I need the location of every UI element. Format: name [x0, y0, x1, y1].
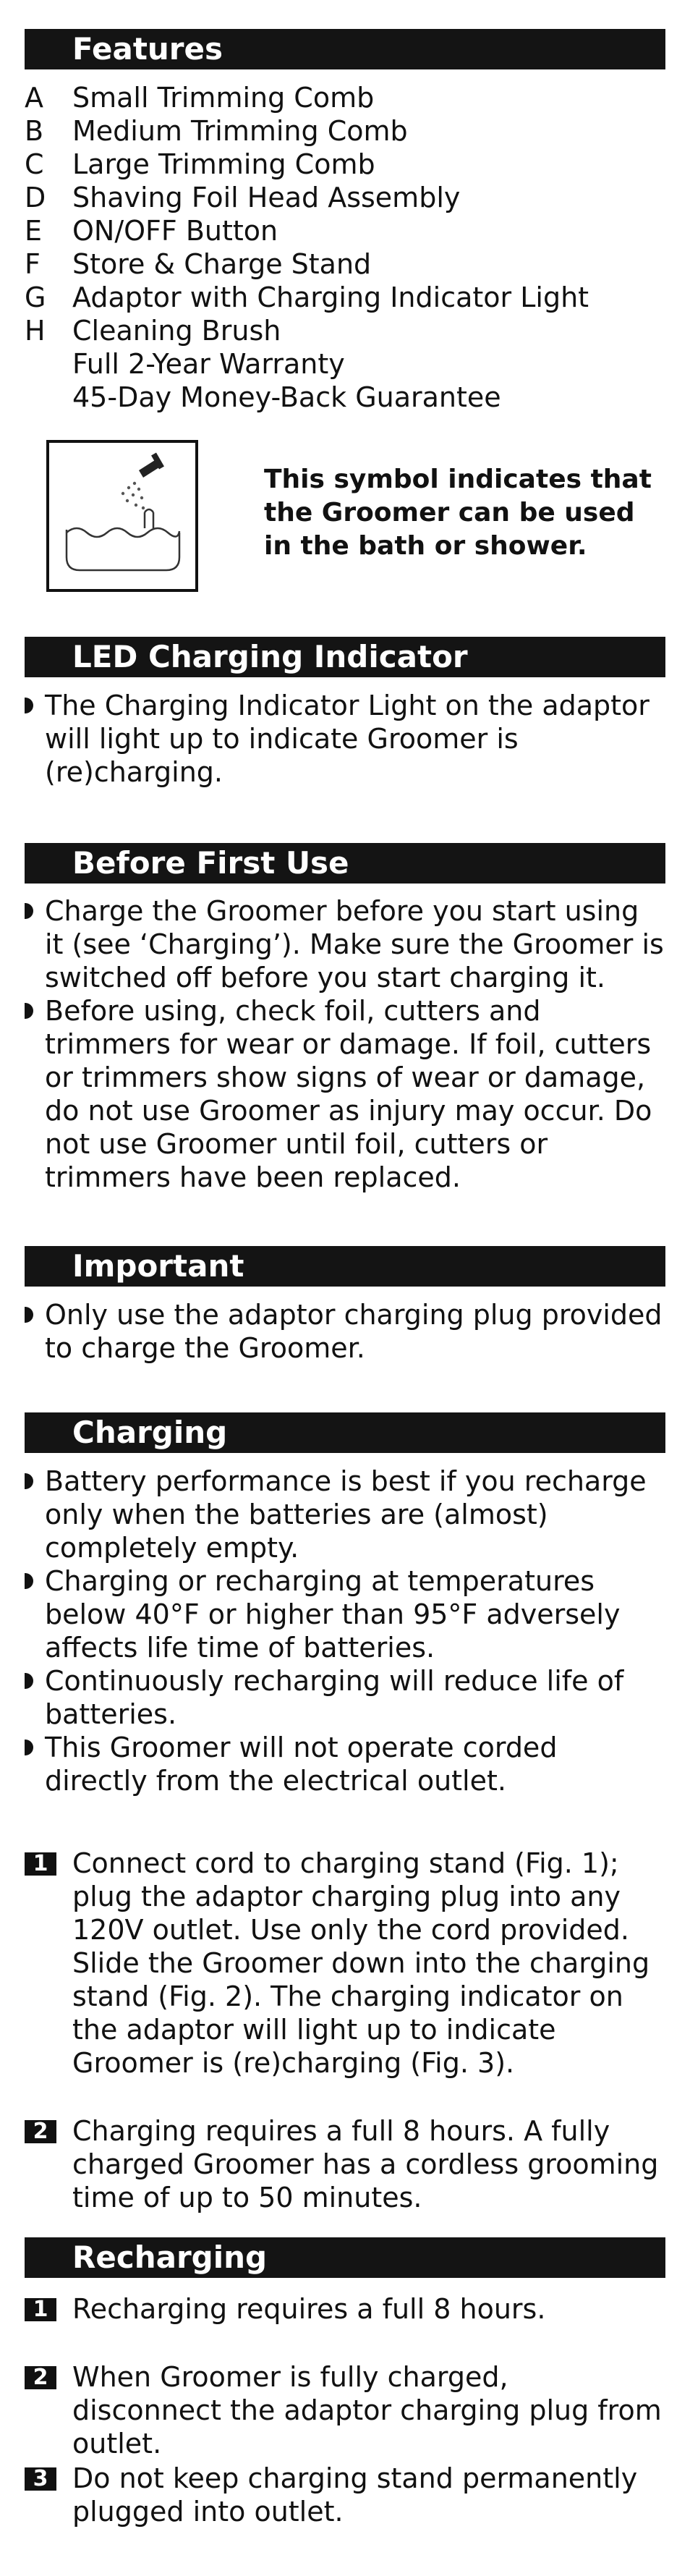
- recharging-step: [25, 2292, 665, 2326]
- charging-step: [25, 1847, 665, 2080]
- half-circle-bullet-icon: [25, 1673, 33, 1689]
- step-text: Do not keep charging stand permanently plugged into outlet.: [72, 2462, 638, 2528]
- feature-item: [25, 114, 665, 148]
- feature-letter: B: [25, 115, 44, 147]
- step-number: 2: [25, 2366, 56, 2389]
- bullet-item: [25, 1298, 665, 1365]
- step-number: 1: [25, 2298, 56, 2321]
- step-number: 2: [25, 2120, 56, 2143]
- important-header: Important: [25, 1246, 665, 1287]
- feature-item: [25, 314, 665, 347]
- feature-label: Cleaning Brush: [72, 315, 281, 347]
- feature-label: Shaving Foil Head Assembly: [72, 182, 461, 213]
- feature-letter: A: [25, 82, 43, 114]
- bullet-item: [25, 1731, 665, 1797]
- recharging-step: [25, 2462, 665, 2528]
- half-circle-bullet-icon: [25, 698, 33, 713]
- feature-letter: G: [25, 281, 46, 313]
- feature-letter: E: [25, 215, 43, 247]
- feature-letter: C: [25, 148, 44, 180]
- important-bullets: [25, 1298, 665, 1365]
- feature-item: [25, 281, 665, 314]
- half-circle-bullet-icon: [25, 1740, 33, 1755]
- feature-item: [25, 247, 665, 281]
- bullet-item: [25, 894, 665, 994]
- step-number: 1: [25, 1852, 56, 1876]
- feature-label: Small Trimming Comb: [72, 82, 375, 114]
- bullet-text: Continuously recharging will reduce life of batteries.: [45, 1665, 624, 1730]
- recharging-header: Recharging: [25, 2237, 665, 2278]
- bullet-text: Battery performance is best if you recharge only when the batteries are (almost) completely empty.: [45, 1465, 647, 1564]
- step-text: Recharging requires a full 8 hours.: [72, 2293, 546, 2325]
- bullet-text: Only use the adaptor charging plug provided to charge the Groomer.: [45, 1299, 663, 1364]
- feature-letter: F: [25, 248, 41, 280]
- charging-header: Charging: [25, 1412, 665, 1453]
- step-text: Connect cord to charging stand (Fig. 1); plug the adaptor charging plug into any 120V outlet. Use only the cord provided. Slide the Groomer down into the charging stand (Fig. 2). The charging indicator on the adaptor will light up to indicate Groomer is (re)charging (Fig. 3).: [72, 1847, 650, 2079]
- led-header: LED Charging Indicator: [25, 637, 665, 677]
- feature-label: Full 2-Year Warranty: [72, 348, 345, 380]
- bullet-text: Before using, check foil, cutters and trimmers for wear or damage. If foil, cutters or trimmers show signs of wear or damage, do not use Groomer as injury may occur. Do not use Groomer until foil, cutters or trimmers have been replaced.: [45, 995, 652, 1193]
- feature-label: Store & Charge Stand: [72, 248, 372, 280]
- bath-shower-symbol: [46, 440, 198, 592]
- feature-item: [25, 347, 665, 381]
- feature-letter: D: [25, 182, 46, 213]
- charging-bullets: [25, 1465, 665, 1797]
- feature-item: [25, 181, 665, 214]
- charging-step: [25, 2114, 665, 2214]
- feature-letter: H: [25, 315, 46, 347]
- symbol-note: This symbol indicates that the Groomer can be used in the bath or shower.: [264, 465, 652, 561]
- bullet-item: [25, 689, 665, 789]
- half-circle-bullet-icon: [25, 1573, 33, 1589]
- half-circle-bullet-icon: [25, 1003, 33, 1019]
- feature-label: Adaptor with Charging Indicator Light: [72, 281, 589, 313]
- half-circle-bullet-icon: [25, 903, 33, 919]
- led-bullets: [25, 689, 665, 789]
- feature-list: [25, 81, 665, 414]
- bullet-text: Charging or recharging at temperatures below 40°F or higher than 95°F adversely affects life time of batteries.: [45, 1565, 621, 1664]
- step-number: 3: [25, 2467, 56, 2491]
- feature-label: ON/OFF Button: [72, 215, 278, 247]
- step-text: Charging requires a full 8 hours. A fully charged Groomer has a cordless grooming time of up to 50 minutes.: [72, 2115, 659, 2213]
- feature-item: [25, 214, 665, 247]
- feature-item: [25, 81, 665, 114]
- half-circle-bullet-icon: [25, 1307, 33, 1323]
- feature-label: 45-Day Money-Back Guarantee: [72, 381, 501, 413]
- bullet-text: This Groomer will not operate corded directly from the electrical outlet.: [45, 1732, 558, 1797]
- features-header: Features: [25, 29, 665, 69]
- bullet-item: [25, 1664, 665, 1731]
- feature-label: Medium Trimming Comb: [72, 115, 408, 147]
- recharging-step: [25, 2360, 665, 2460]
- bullet-item: [25, 1465, 665, 1564]
- bath-shower-icon: [49, 443, 195, 589]
- bullet-text: The Charging Indicator Light on the adaptor will light up to indicate Groomer is (re)charging.: [45, 690, 649, 788]
- before-first-use-bullets: [25, 894, 665, 1194]
- half-circle-bullet-icon: [25, 1473, 33, 1489]
- bullet-item: [25, 1564, 665, 1664]
- bullet-item: [25, 994, 665, 1194]
- step-text: When Groomer is fully charged, disconnect the adaptor charging plug from outlet.: [72, 2361, 662, 2460]
- feature-item: [25, 148, 665, 181]
- feature-label: Large Trimming Comb: [72, 148, 375, 180]
- before-first-use-header: Before First Use: [25, 843, 665, 884]
- feature-item: [25, 381, 665, 414]
- bullet-text: Charge the Groomer before you start using it (see ‘Charging’). Make sure the Groomer is switched off before you start charging it.: [45, 895, 664, 993]
